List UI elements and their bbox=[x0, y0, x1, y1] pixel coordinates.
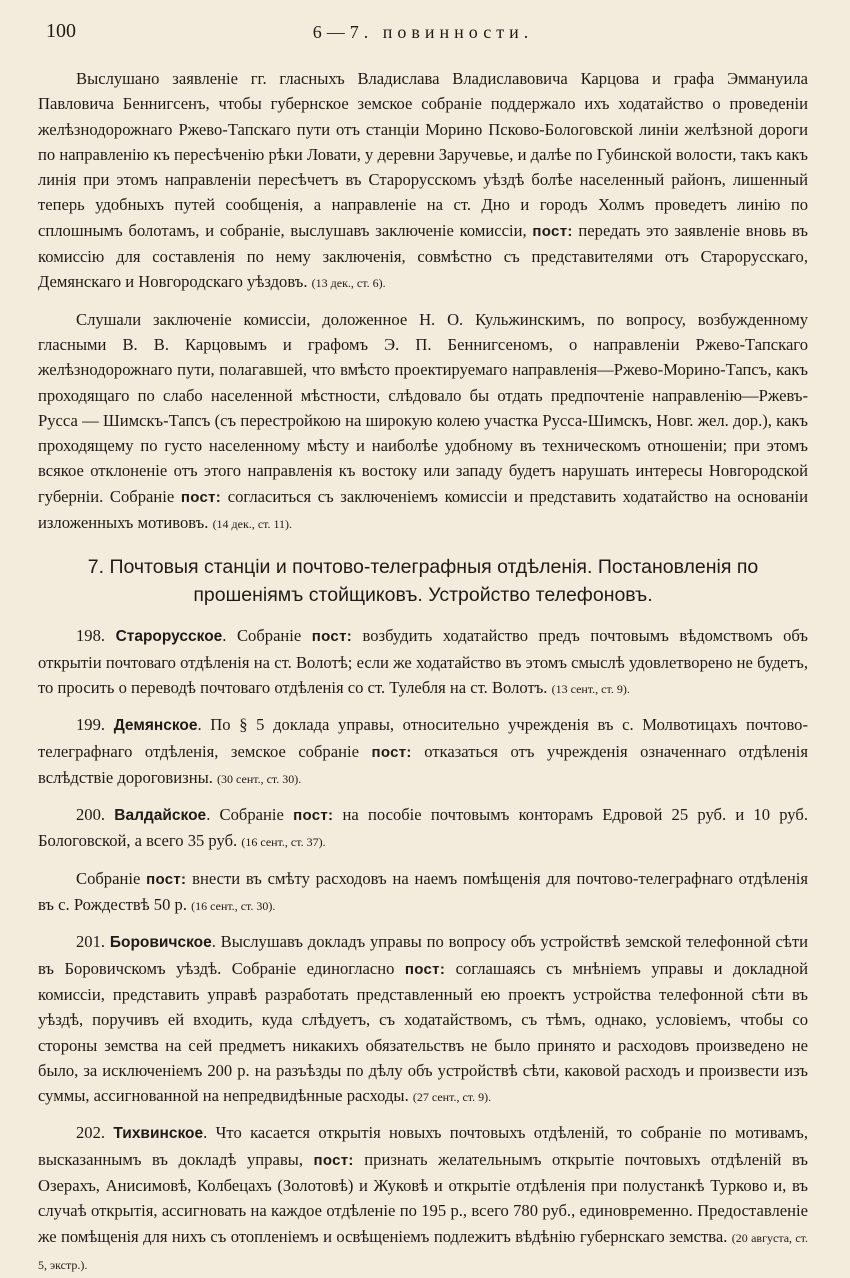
resolution-keyword: пост: bbox=[146, 870, 187, 888]
reference: (16 сент., ст. 37). bbox=[241, 835, 326, 850]
page-header bbox=[38, 18, 808, 52]
reference: (13 дек., ст. 6). bbox=[311, 276, 386, 291]
district-name: Демянское bbox=[113, 717, 198, 735]
page-number: 100 bbox=[46, 20, 76, 42]
item-202: 202. Тихвинское. Что касается открытія новыхъ почтовыхъ отдѣленій, то собраніе по мотивамъ, высказаннымъ въ докладѣ управы, пост: признать желательнымъ открытіе почтовыхъ отдѣленій въ Озерахъ, Анисимовѣ, Колбецахъ (Золотовѣ) и Жуковѣ и открытіе отдѣленія при полустанкѣ Турково и, въ случаѣ открытія, ассигновать на каждое отдѣленіе по 195 р., всего 780 руб., единовременно. Предоставленіе же помѣщенія для нихъ съ отопленіемъ и освѣщеніемъ подлежитъ вѣдѣнію губернскаго земства. (20 августа, ст. 5, экстр.). bbox=[38, 1123, 809, 1272]
item-198: 198. Старорусское. Собраніе пост: возбудить ходатайство предъ почтовымъ вѣдомствомъ объ открытіи почтоваго отдѣленія на ст. Волотѣ; если же ходатайство въ этомъ смыслѣ удовлетворено не будетъ, то просить о переводѣ почтоваго отдѣленія со ст. Тулебля на ст. Волотъ. (13 сент., ст. 9). bbox=[38, 626, 808, 697]
reference: (27 сент., ст. 9). bbox=[412, 1090, 492, 1105]
district-name: Боровичское bbox=[109, 934, 212, 952]
reference: (20 августа, ст. 5, экстр.). bbox=[38, 1230, 809, 1272]
resolution-keyword: пост: bbox=[293, 807, 334, 825]
district-name: Старорусское bbox=[115, 628, 223, 646]
reference: (14 дек., ст. 11). bbox=[212, 517, 293, 532]
paragraph-karcov: Выслушано заявленіе гг. гласныхъ Владислава Владиславовича Карцова и графа Эммануила Павловича Беннигсенъ, чтобы губернское земское собраніе поддержало ихъ ходатайство о проведеніи желѣзнодорожнаго Ржево-Тапскаго пути отъ станціи Морино Псково-Бологовской линіи желѣзной дороги по направленію къ пересѣченію рѣки Ловати, у деревни Заручевье, и далѣе по Губинской волости, такъ какъ линія при этомъ направленіи пересѣчетъ въ Старорусскомъ уѣздѣ болѣе населенный районъ, лишенный теперь удобныхъ путей сообщенія, а направленіе на ст. Дно и городъ Холмъ проведетъ линію по сплошнымъ болотамъ, и собраніе, выслушавъ заключеніе комиссіи, пост: передать это заявленіе вновь въ комиссію для составленія по нему заключенія, совмѣстно съ представителями отъ Старорусскаго, Демянскаго и Новгородскаго уѣздовъ. (13 дек., ст. 6). bbox=[38, 69, 808, 292]
resolution-keyword: пост: bbox=[371, 743, 412, 761]
reference: (13 сент., ст. 9). bbox=[551, 681, 630, 696]
resolution-keyword: пост: bbox=[180, 488, 222, 506]
paragraph-kulzhinsky: Слушали заключеніе комиссіи, доложенное Н. О. Кульжинскимъ, по вопросу, возбужденному гласными В. В. Карцовымъ и графомъ Э. П. Беннигсеномъ, о направленіи Ржево-Тапскаго желѣзнодорожнаго пути, полагавшей, что вмѣсто проектируемаго направленія—Ржево-Морино-Тапсъ, какъ проходящаго по слабо населенной мѣстности, слѣдовало бы отдать предпочтеніе направленію—Ржевъ-Русса — Шимскъ-Тапсъ (съ перестройкою на широкую колею участка Русса-Шимскъ, Новг. жел. дор.), какъ проходящему по густо населенному мѣсту и наиболѣе удобному въ техническомъ отношеніи; при этомъ всякое отклоненіе отъ этого направленія къ востоку или западу будетъ нарушать интересы Новгородской губерніи. Собраніе пост: согласиться съ заключеніемъ комиссіи и представить ходатайство на основаніи изложенныхъ мотивовъ. (14 дек., ст. 11). bbox=[38, 309, 808, 533]
item-199: 199. Демянское. По § 5 доклада управы, относительно учрежденія въ с. Молвотицахъ почтово-телеграфнаго отдѣленія, земское собраніе пост: отказаться отъ учрежденія означеннаго отдѣленія вслѣдствіе дороговизны. (30 сент., ст. 30). bbox=[38, 715, 808, 787]
resolution-keyword: пост: bbox=[311, 628, 353, 646]
item-200-continued: Собраніе пост: внести въ смѣту расходовъ на наемъ помѣщенія для почтово-телеграфнаго отдѣленія въ с. Рождествѣ 50 р. (16 сент., ст. 30). bbox=[38, 868, 808, 915]
reference: (30 сент., ст. 30). bbox=[217, 771, 302, 786]
item-200: 200. Валдайское. Собраніе пост: на пособіе почтовымъ конторамъ Едровой 25 руб. и 10 руб. Бологовской, а всего 35 руб. (16 сент., ст. 37). bbox=[38, 805, 808, 851]
resolution-keyword: пост: bbox=[404, 960, 446, 978]
district-name: Валдайское bbox=[114, 807, 207, 825]
section-title: 7. Почтовыя станціи и почтово-телеграфныя отдѣленія. Постановленія по прошеніямъ стойщиковъ. Устройство телефоновъ. bbox=[87, 556, 759, 607]
district-name: Тихвинское bbox=[113, 1125, 204, 1143]
resolution-keyword: пост: bbox=[313, 1151, 354, 1169]
resolution-keyword: пост: bbox=[532, 222, 573, 240]
running-title: 6—7. повинности. bbox=[312, 22, 534, 42]
reference: (16 сент., ст. 30). bbox=[191, 899, 276, 914]
item-201: 201. Боровичское. Выслушавъ докладъ управы по вопросу объ устройствѣ земской телефонной сѣти въ Боровичскомъ уѣздѣ. Собраніе единогласно пост: соглашаясь съ мнѣніемъ управы и докладной комиссіи, представить управѣ разработать представленный ею проектъ устройства телефонной сѣти въ уѣздѣ, поручивъ ей входить, куда слѣдуетъ, съ ходатайствомъ, съ тѣмъ, однако, условіемъ, чтобы со стороны земства на сей предметъ никакихъ обязательствъ не было принято и расходовъ произведено не было, за исключеніемъ 200 р. на разъѣзды по дѣлу объ устройствѣ сѣти, каковой расходъ и произвести изъ суммы, ассигнованной на непредвидѣнные расходы. (27 сент., ст. 9). bbox=[38, 932, 809, 1106]
